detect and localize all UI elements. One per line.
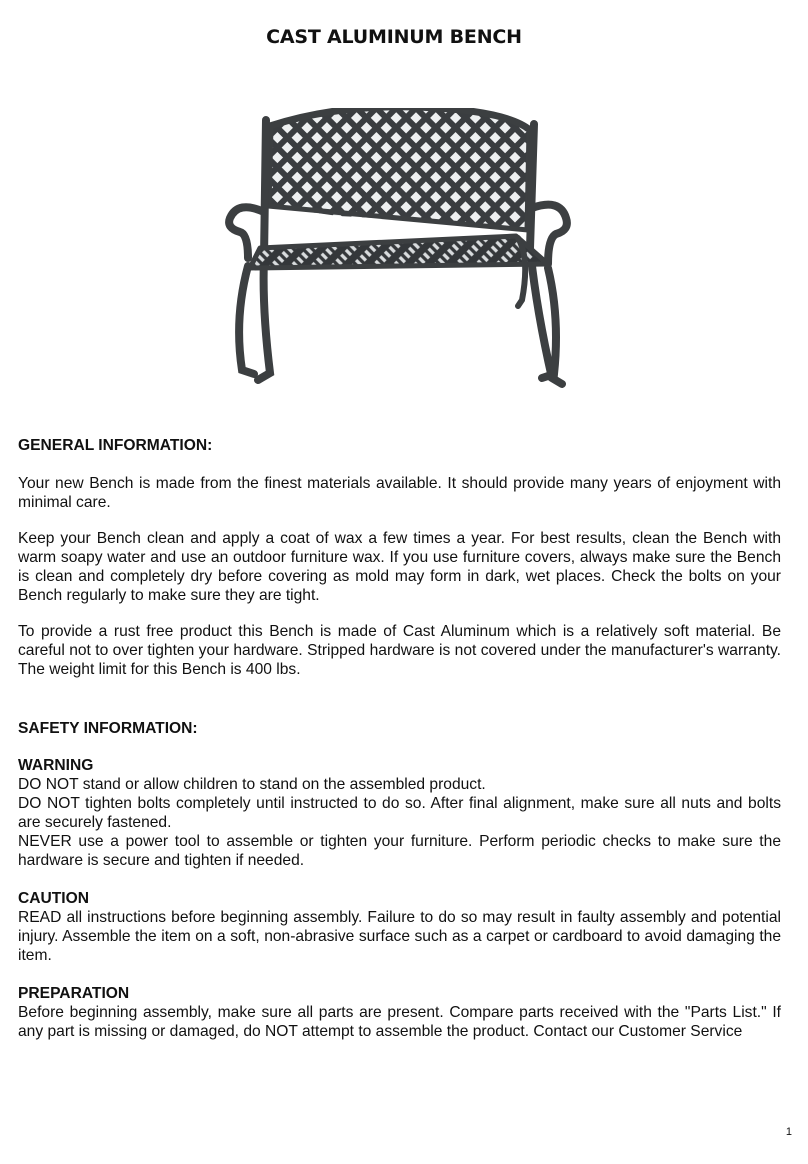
safety-information-heading: SAFETY INFORMATION: bbox=[18, 720, 198, 737]
document-body bbox=[18, 436, 781, 1041]
general-paragraph-2: Keep your Bench clean and apply a coat of wax a few times a year. For best results, clean the Bench with warm soapy water and use an outdoor furniture wax. If you use furniture covers, always make sure the Bench is clean and completely dry before covering as mold may form in dark, wet places. Check the bolts on your Bench regularly to make sure they are tight. bbox=[18, 530, 781, 604]
bench-illustration-icon bbox=[218, 108, 574, 390]
general-information-heading: GENERAL INFORMATION: bbox=[18, 437, 213, 454]
general-paragraph-1: Your new Bench is made from the finest materials available. It should provide many years of enjoyment with minimal care. bbox=[18, 475, 781, 511]
caution-heading: CAUTION bbox=[18, 890, 90, 907]
general-paragraph-3: To provide a rust free product this Bench is made of Cast Aluminum which is a relatively soft material. Be careful not to over tighten your hardware. Stripped hardware is not covered under the manufacturer's warranty. The weight limit for this Bench is 400 lbs. bbox=[18, 623, 781, 678]
warning-line-3: NEVER use a power tool to assemble or tighten your furniture. Perform periodic checks to make sure the hardware is secure and tighten if needed. bbox=[18, 833, 781, 869]
preparation-text: Before beginning assembly, make sure all parts are present. Compare parts received with the "Parts List." If any part is missing or damaged, do NOT attempt to assemble the product. Contact our Customer Service bbox=[18, 1004, 781, 1040]
page-number: 1 bbox=[785, 1126, 792, 1138]
preparation-heading: PREPARATION bbox=[18, 985, 130, 1002]
warning-line-2: DO NOT tighten bolts completely until instructed to do so. After final alignment, make sure all nuts and bolts are securely fastened. bbox=[18, 795, 781, 831]
caution-text: READ all instructions before beginning assembly. Failure to do so may result in faulty assembly and potential injury. Assemble the item on a soft, non-abrasive surface such as a carpet or cardboard to avoid damaging the item. bbox=[18, 909, 781, 964]
page-title: CAST ALUMINUM BENCH bbox=[266, 26, 522, 48]
warning-line-1: DO NOT stand or allow children to stand on the assembled product. bbox=[18, 776, 486, 793]
warning-heading: WARNING bbox=[18, 757, 94, 774]
